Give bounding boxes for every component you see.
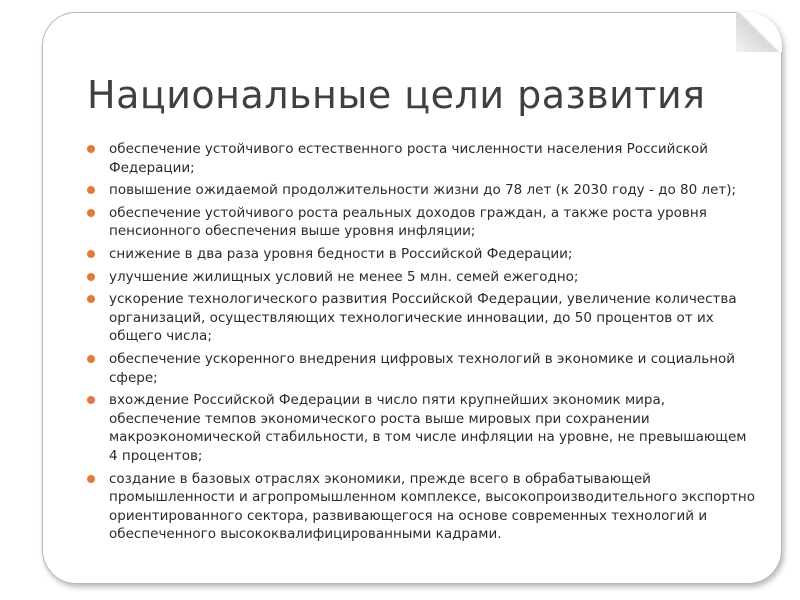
bullet-item <box>109 245 759 264</box>
bullet-text: ускорение технологического развития Российской Федерации, увеличение количества организаций, осуществляющих технологические инновации, до 50 процентов от их общего числа; <box>109 291 737 345</box>
bullet-text: улучшение жилищных условий не менее 5 млн. семей ежегодно; <box>109 268 579 285</box>
page-curl-decoration <box>736 12 782 52</box>
bullet-text: обеспечение устойчивого роста реальных доходов граждан, а также роста уровня пенсионного обеспечения выше уровня инфляции; <box>109 204 707 240</box>
bullet-text: создание в базовых отраслях экономики, прежде всего в обрабатывающей промышленности и агропромышленном комплексе, высокопроизводительного экспортно ориентированного сектора, развивающегося на основе современных технологий и обеспеченного высококвалифицированными кадрами. <box>109 470 756 543</box>
bullet-item <box>109 470 759 544</box>
bullet-dot-icon <box>87 273 95 281</box>
slide-frame <box>42 12 782 584</box>
bullet-item <box>109 350 759 387</box>
bullet-dot-icon <box>87 295 95 303</box>
bullet-dot-icon <box>87 475 95 483</box>
bullet-dot-icon <box>87 145 95 153</box>
bullet-text: обеспечение ускоренного внедрения цифровых технологий в экономике и социальной сфере; <box>109 350 736 386</box>
bullet-item <box>109 204 759 241</box>
bullet-dot-icon <box>87 396 95 404</box>
bullet-item <box>109 290 759 346</box>
bullet-dot-icon <box>87 186 95 194</box>
bullet-dot-icon <box>87 355 95 363</box>
slide-title: Национальные цели развития <box>87 73 706 117</box>
bullet-text: снижение в два раза уровня бедности в Российской Федерации; <box>109 245 573 262</box>
bullet-dot-icon <box>87 250 95 258</box>
bullet-text: вхождение Российской Федерации в число пяти крупнейших экономик мира, обеспечение темпов экономического роста выше мировых при сохранении макроэкономической стабильности, в том числе инфляции на уровне, не превышающем 4 процентов; <box>109 392 747 464</box>
bullet-dot-icon <box>87 209 95 217</box>
bullet-item <box>109 268 759 287</box>
bullet-item <box>109 181 759 200</box>
bullet-text: повышение ожидаемой продолжительности жизни до 78 лет (к 2030 году - до 80 лет); <box>109 182 737 199</box>
bullet-item <box>109 140 759 177</box>
bullet-text: обеспечение устойчивого естественного роста численности населения Российской Федерации; <box>109 141 709 176</box>
bullet-list <box>109 140 759 548</box>
bullet-item <box>109 391 759 465</box>
